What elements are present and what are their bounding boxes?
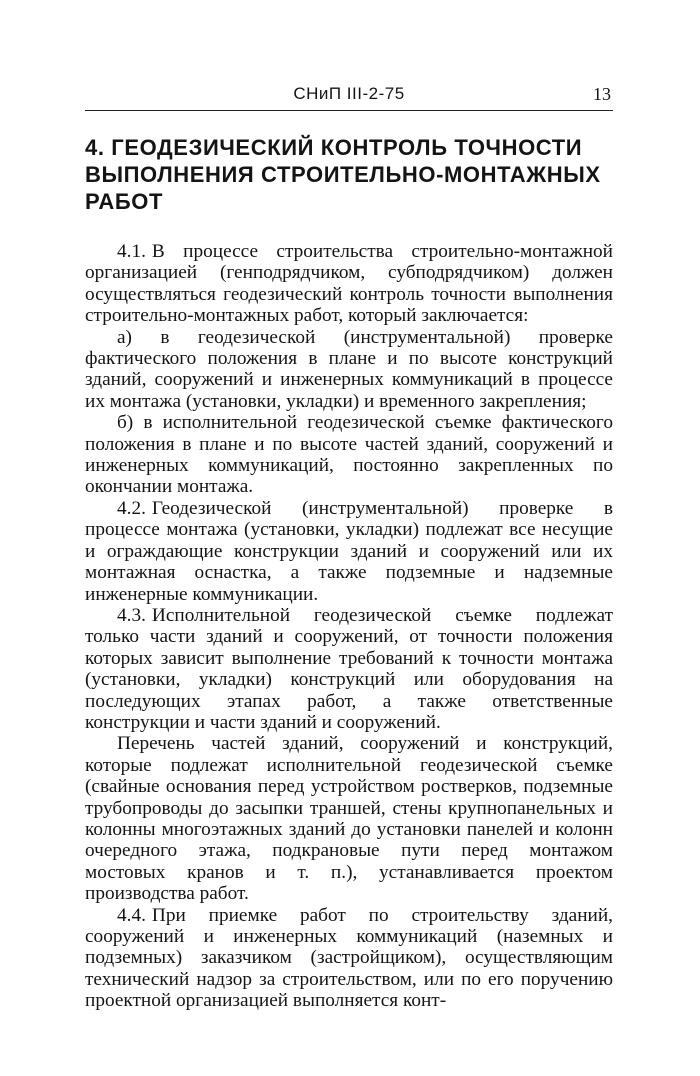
paragraph-text: Исполнительной геодезической съемке подлежат только части зданий и сооружений, от точности положения которых зависит выполнение требований к точности монтажа (установки, укладки) конструкций или оборудования на последующих этапах работ, а также ответственные конструкции и части зданий и сооружений.	[85, 604, 613, 733]
running-header	[85, 84, 613, 110]
paragraph-text: б) в исполнительной геодезической съемке фактического положения в плане и по высоте частей зданий, сооружений и инженерных коммуникаций, постоянно закрепленных по окончании монтажа.	[85, 412, 613, 498]
paragraph-number: 4.1.	[117, 241, 146, 262]
document-page	[85, 84, 613, 1012]
paragraph-text: а) в геодезической (инструментальной) проверке фактического положения в плане и по высоте конструкций зданий, сооружений и инженерных коммуникаций в процессе их монтажа (установки, укладки) и временного закрепления;	[85, 326, 613, 412]
paragraph-4-1-b	[85, 412, 613, 498]
paragraph-text: При приемке работ по строительству зданий, сооружений и инженерных коммуникаций (наземных и подземных) заказчиком (застройщиком), осуществляющим технический надзор за строительством, или по его поручению проектной организацией выполняется конт-	[85, 904, 613, 1012]
page-number: 13	[593, 84, 611, 104]
paragraph-4-3-list	[85, 733, 613, 904]
document-code: СНиП III-2-75	[293, 84, 405, 103]
paragraph-4-3	[85, 605, 613, 733]
header-divider	[85, 110, 613, 111]
paragraph-text: Геодезической (инструментальной) проверке в процессе монтажа (установки, укладки) подлежат все несущие и ограждающие конструкции зданий и сооружений или их монтажная оснастка, а также подземные и надземные инженерные коммуникации.	[85, 497, 613, 605]
section-body	[85, 241, 613, 1012]
section-title: 4. ГЕОДЕЗИЧЕСКИЙ КОНТРОЛЬ ТОЧНОСТИ ВЫПОЛНЕНИЯ СТРОИТЕЛЬНО-МОНТАЖНЫХ РАБОТ	[85, 135, 601, 214]
paragraph-number: 4.3.	[117, 604, 146, 626]
paragraph-4-1-a	[85, 327, 613, 413]
paragraph-text: Перечень частей зданий, сооружений и конструкций, которые подлежат исполнительной геодезической съемке (свайные основания перед устройством ростверков, подземные трубопроводы до засыпки траншей, стены крупнопанельных и колонны многоэтажных зданий до установки панелей и колонн очередного этажа, подкрановые пути перед монтажом мостовых кранов и т. п.), устанавливается проектом производства работ.	[85, 733, 613, 905]
paragraph-4-2	[85, 498, 613, 605]
paragraph-4-4	[85, 905, 613, 1012]
paragraph-number: 4.4.	[117, 904, 146, 926]
paragraph-text: В процессе строительства строительно-монтажной организацией (генподрядчиком, субподрядчиком) должен осуществляться геодезический контроль точности выполнения строительно-монтажных работ, который заключается:	[85, 241, 613, 327]
paragraph-4-1	[85, 241, 613, 327]
paragraph-number: 4.2.	[117, 497, 146, 519]
